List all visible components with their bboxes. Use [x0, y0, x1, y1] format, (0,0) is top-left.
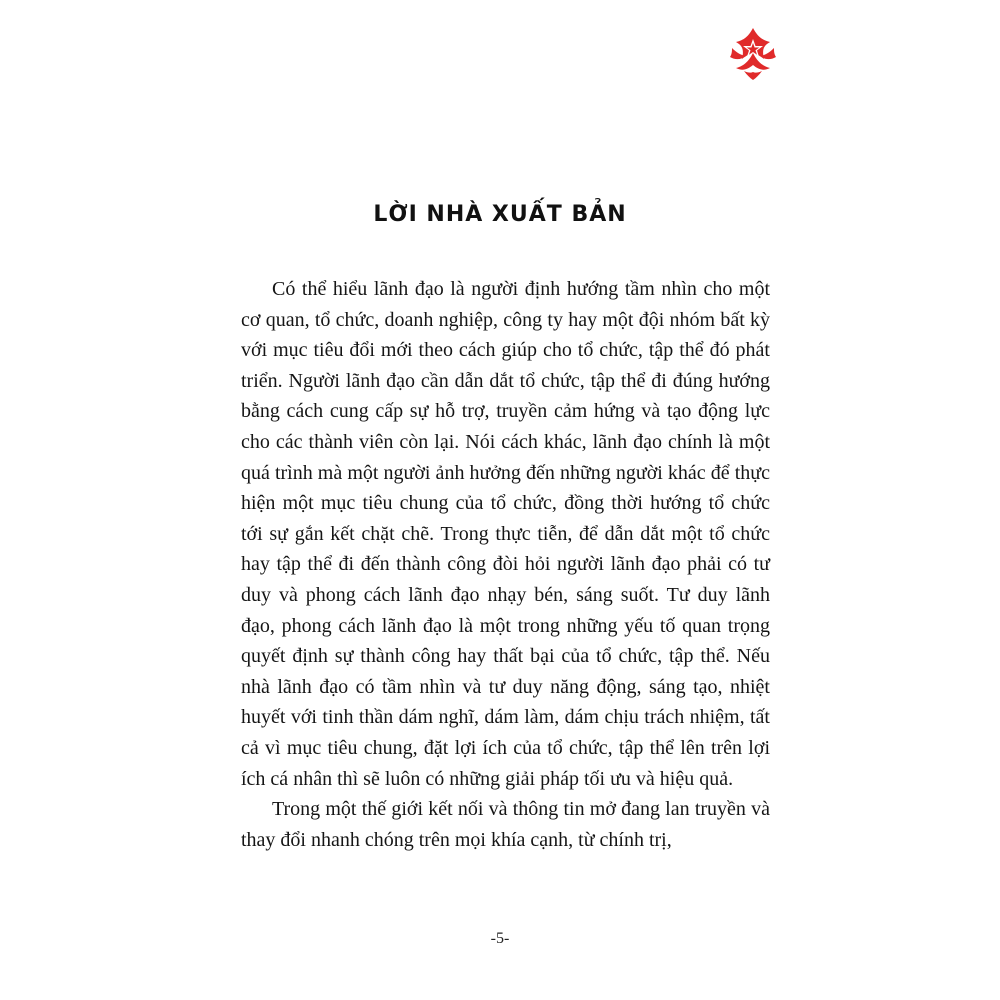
star-emblem-icon	[722, 22, 784, 84]
paragraph: Có thể hiểu lãnh đạo là người định hướng tầm nhìn cho một cơ quan, tổ chức, doanh nghiệp, công ty hay một đội nhóm bất kỳ với mục tiêu đổi mới theo cách giúp cho tổ chức, tập thể đó phát triển. Người lãnh đạo cần dẫn dắt tổ chức, tập thể đi đúng hướng bằng cách cung cấp sự hỗ trợ, truyền cảm hứng và tạo động lực cho các thành viên còn lại. Nói cách khác, lãnh đạo chính là một quá trình mà một người ảnh hưởng đến những người khác để thực hiện một mục tiêu chung của tổ chức, đồng thời hướng tổ chức tới sự gắn kết chặt chẽ. Trong thực tiễn, để dẫn dắt một tổ chức hay tập thể đi đến thành công đòi hỏi người lãnh đạo phải có tư duy và phong cách lãnh đạo nhạy bén, sáng suốt. Tư duy lãnh đạo, phong cách lãnh đạo là một trong những yếu tố quan trọng quyết định sự thành công hay thất bại của tổ chức, tập thể. Nếu nhà lãnh đạo có tầm nhìn và tư duy năng động, sáng tạo, nhiệt huyết với tinh thần dám nghĩ, dám làm, dám chịu trách nhiệm, tất cả vì mục tiêu chung, đặt lợi ích của tổ chức, tập thể lên trên lợi ích cá nhân thì sẽ luôn có những giải pháp tối ưu và hiệu quả.	[241, 278, 770, 790]
page-title: LỜI NHÀ XUẤT BẢN	[373, 202, 627, 227]
paragraph: Trong một thế giới kết nối và thông tin mở đang lan truyền và thay đổi nhanh chóng trên mọi khía cạnh, từ chính trị,	[241, 798, 770, 851]
body-text	[241, 274, 770, 855]
page-number: -5-	[490, 930, 510, 947]
publisher-star-logo-icon	[722, 22, 784, 84]
